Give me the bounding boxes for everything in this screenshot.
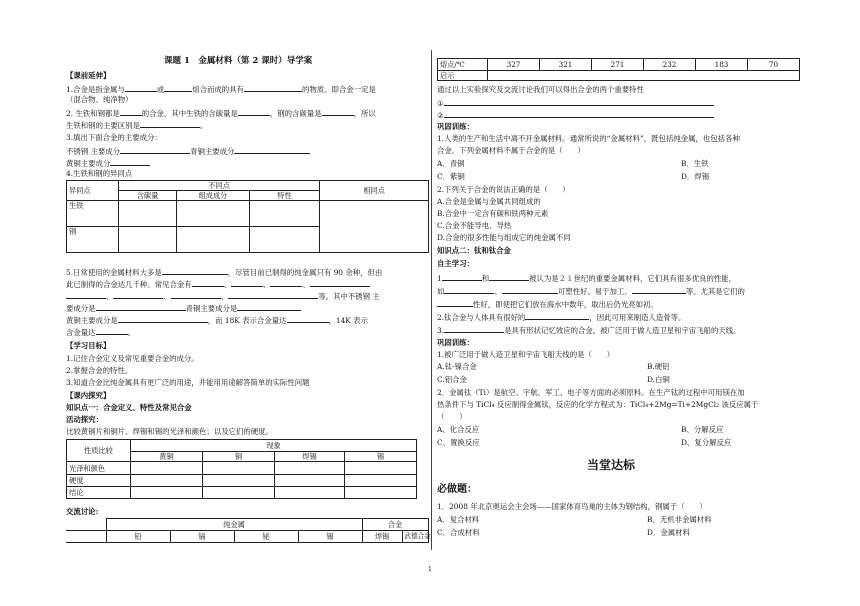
p1-option-d: D．焊锡 bbox=[681, 172, 710, 181]
p2-option-c: C.合金不能导电、导热 bbox=[437, 221, 512, 230]
goal-2: 2.掌握合金的特性。 bbox=[66, 366, 133, 375]
q2-line2: 生铁和钢的主要区别是 。 bbox=[66, 121, 208, 130]
q3: 3.填出下面合金的主要成分： bbox=[66, 133, 162, 142]
p2-option-a: A.合金是金属与金属共同组成的 bbox=[437, 197, 541, 206]
s1-line1: 1 和 被认为是２１世纪的重要金属材料，它们具有很多优良的性能， bbox=[437, 274, 737, 283]
q5-line6: 含金量达 。 bbox=[66, 328, 135, 337]
d2-option-c: C、置换反应 bbox=[437, 438, 480, 447]
self-study-label: 自主学习： bbox=[437, 259, 474, 268]
section-explore: 【课内探究】 bbox=[66, 391, 111, 400]
q5-line5: 黄铜主要成分是 ，而 18K 表示合金量达 ，14K 表示 bbox=[66, 316, 368, 325]
p1-line2: 合金。下列金属材料不属于合金的是（ ） bbox=[437, 146, 585, 155]
table-melting: 纯金属 合金 铅 镉 铋 锡 焊锡 武德合金 bbox=[66, 518, 429, 543]
p1-option-a: A．青铜 bbox=[437, 159, 465, 168]
d1-question: 1.被广泛用于做人造卫星和宇宙飞船天线的是（ ） bbox=[437, 350, 615, 359]
knowledge-point-1: 知识点一：合金定义、特性及常见合金 bbox=[66, 403, 192, 412]
table-compare: 性质比较 现象 黄铜 铜 焊锡 锡 光泽和颜色 硬度 结论 bbox=[66, 439, 417, 499]
s1-line3: 性好，即使把它们放在海水中数年，取出后仍光亮如初。 bbox=[437, 298, 658, 310]
m1-option-c: C．合成材料 bbox=[437, 528, 480, 537]
p2-option-d: D.合金的很多性能与组成它的纯金属不同 bbox=[437, 233, 571, 242]
p1-option-c: C．紫铜 bbox=[437, 172, 465, 181]
q3-line2: 黄铜主要成分 bbox=[66, 157, 150, 169]
p2-option-b: B.合金中一定含有碳和铁两种元素 bbox=[437, 209, 549, 218]
q5-line4: 要成分是 青铜主要成分是 bbox=[66, 302, 301, 314]
conclusion-2: ② bbox=[437, 109, 714, 121]
d2-line3: （ ） bbox=[437, 412, 467, 421]
drill-1: 巩固训练： bbox=[437, 122, 474, 131]
q3-line1: 不锈钢 主要成分 青铜主要成分 bbox=[66, 145, 310, 157]
m1-option-a: A．复合材料 bbox=[437, 515, 480, 524]
d2-line1: 2．金属钛（Ti）是航空、宇航、军工、电子等方面的必须原料。在生产钛的过程中可用镁在加 bbox=[437, 388, 745, 397]
activity-label: 活动探究： bbox=[66, 415, 103, 424]
p2-question: 2.下列关于合金的说法正确的是（ ） bbox=[437, 185, 570, 194]
must-do-label: 必做题： bbox=[437, 484, 477, 495]
q4: 4.生铁和钢的异同点 bbox=[66, 169, 133, 178]
d2-line2: 热条件下与 TiCl₄ 反应制得金属钛，反应的化学方程式为：TiCl₄+2Mg=Ti+2MgCl₂ 该反应属于 bbox=[437, 400, 759, 409]
p1-option-b: B．生铁 bbox=[681, 159, 709, 168]
d2-option-a: A、化合反应 bbox=[437, 425, 480, 434]
s1-line2: 如 、 可塑性好、易于加工、 等。尤其是它们的 bbox=[437, 287, 745, 296]
goal-1: 1.记住合金定义及常见重要合金的成分。 bbox=[66, 354, 199, 363]
activity-desc: 比较黄铜片和铜片、焊锡和锡的光泽和颜色；以及它们的硬度。 bbox=[66, 427, 273, 436]
section-goal: 【学习目标】 bbox=[66, 341, 111, 350]
q5-line1: 5.日常使用的金属材料大多是 ，尽管目前已制得的纯金属只有 90 余种，但由 bbox=[66, 268, 383, 277]
q1-line2: （混合物、纯净物） bbox=[66, 95, 133, 104]
page-number: 1 bbox=[428, 566, 432, 573]
d1-option-d: D.白铜 bbox=[647, 375, 670, 384]
goal-3: 3.知道合金比纯金属具有更广泛的用途，并能用用途解答简单的实际性问题 bbox=[66, 378, 310, 387]
q1-line1: 1.合金是指金属与 或 熔合而成的具有 的物质。即合金一定是 bbox=[66, 85, 376, 94]
d2-option-d: D、复分解反应 bbox=[681, 438, 732, 447]
d1-option-a: A.钛-镍合金 bbox=[437, 362, 477, 371]
table-iron-steel: 异同点 不同点 相同点 含碳量 组成成分 特性 生铁 钢 bbox=[66, 180, 429, 253]
section-target: 当堂达标 bbox=[587, 458, 636, 472]
conclusion-1: ① bbox=[437, 97, 714, 109]
m1-option-d: D．金属材料 bbox=[647, 528, 690, 537]
d1-option-b: B.硬铝 bbox=[647, 362, 670, 371]
doc-title: 课题 1 金属材料（第 2 课时）导学案 bbox=[164, 56, 313, 66]
q5-line3: 、 、 、 等。其中不锈钢 主 bbox=[66, 290, 380, 302]
p1-line1: 1.人类的生产和生活中离不开金属材料。通常所说的“金属材料”，既包括纯金属，也包括各种 bbox=[437, 134, 740, 143]
d2-option-b: B、分解反应 bbox=[681, 425, 724, 434]
s3: 3. 是具有形状记忆效应的合金，被广泛用于做人造卫星和宇宙飞船的天线。 bbox=[437, 326, 741, 335]
knowledge-point-2: 知识点二：钛和钛合金 bbox=[437, 246, 511, 255]
m1-question: 1．2008 年北京奥运会主会场——国家体育鸟巢的主体为钢结构，钢属于（ ） bbox=[437, 502, 707, 511]
d1-option-c: C.铝合金 bbox=[437, 375, 467, 384]
m1-option-b: B．无机非金属材料 bbox=[647, 515, 712, 524]
section-pre: 【课前延伸】 bbox=[66, 71, 111, 80]
column-divider bbox=[431, 50, 432, 550]
q2-line1: 2. 生铁和钢都是 的合金，其中生铁的含碳量是 ，钢的含碳量是 ，所以 bbox=[66, 109, 376, 118]
q5-line2: 此已制得的合金达几千种。常见合金有 、 、 、 bbox=[66, 278, 370, 290]
table-melting-points: 熔点/℃ 327 321 271 232 183 70 启示 bbox=[437, 58, 800, 81]
s2: 2.钛合金与人体具有很好的 ，因此可用来制造人造骨等。 bbox=[437, 313, 686, 322]
discussion-label: 交流讨论: bbox=[66, 507, 99, 516]
drill-2: 巩固训练： bbox=[437, 338, 474, 347]
conclusion: 通过以上实验探究及交流讨论我们可以得出合金的两个重要特性 bbox=[437, 85, 644, 94]
